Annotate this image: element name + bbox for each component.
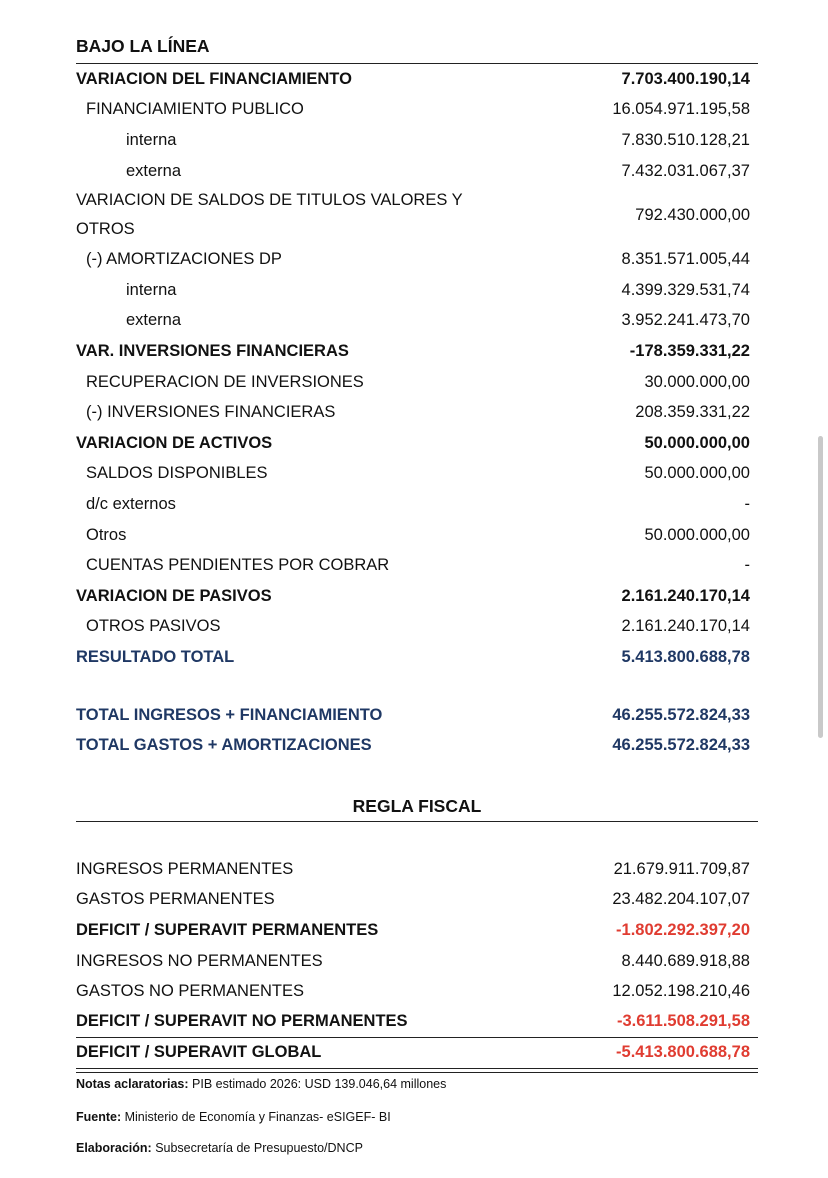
- table-row: DEFICIT / SUPERAVIT NO PERMANENTES -3.611.508.291,58: [76, 1007, 758, 1038]
- table-row: VARIACION DE PASIVOS 2.161.240.170,14: [76, 586, 750, 605]
- note-elaboracion: Elaboración: Subsecretaría de Presupuesto/DNCP: [76, 1141, 363, 1155]
- divider: [76, 821, 758, 822]
- table-row: Otros 50.000.000,00: [86, 525, 750, 544]
- table-row: VARIACION DE SALDOS DE TITULOS VALORES Y OTROS 792.430.000,00: [76, 191, 750, 239]
- table-row: FINANCIAMIENTO PUBLICO 16.054.971.195,58: [86, 100, 750, 119]
- table-row: RECUPERACION DE INVERSIONES 30.000.000,00: [86, 372, 750, 391]
- table-row: GASTOS NO PERMANENTES 12.052.198.210,46: [76, 982, 750, 1001]
- table-row: SALDOS DISPONIBLES 50.000.000,00: [86, 464, 750, 483]
- table-row: CUENTAS PENDIENTES POR COBRAR -: [86, 556, 750, 575]
- scrollbar[interactable]: [818, 436, 823, 738]
- table-row: VARIACION DE ACTIVOS 50.000.000,00: [76, 433, 750, 452]
- table-row-total-gastos: TOTAL GASTOS + AMORTIZACIONES 46.255.572.824,33: [76, 736, 750, 755]
- table-row: (-) AMORTIZACIONES DP 8.351.571.005,44: [86, 250, 750, 269]
- table-row: GASTOS PERMANENTES 23.482.204.107,07: [76, 890, 750, 909]
- table-row: DEFICIT / SUPERAVIT PERMANENTES -1.802.292.397,20: [76, 920, 750, 939]
- table-row: INGRESOS PERMANENTES 21.679.911.709,87: [76, 859, 750, 878]
- table-row: OTROS PASIVOS 2.161.240.170,14: [86, 617, 750, 636]
- table-row-resultado-total: RESULTADO TOTAL 5.413.800.688,78: [76, 647, 750, 666]
- table-row: interna 7.830.510.128,21: [126, 130, 750, 149]
- section-title-bajo-la-linea: BAJO LA LÍNEA: [76, 36, 210, 56]
- table-row: VARIACION DEL FINANCIAMIENTO 7.703.400.190,14: [76, 69, 750, 88]
- table-row: interna 4.399.329.531,74: [126, 280, 750, 299]
- double-rule-bottom: [76, 1072, 758, 1073]
- table-row: d/c externos -: [86, 494, 750, 513]
- table-row-global: DEFICIT / SUPERAVIT GLOBAL -5.413.800.688,78: [76, 1043, 750, 1062]
- table-row: VAR. INVERSIONES FINANCIERAS -178.359.331,22: [76, 341, 750, 360]
- table-row-total-ingresos: TOTAL INGRESOS + FINANCIAMIENTO 46.255.572.824,33: [76, 705, 750, 724]
- table-row: INGRESOS NO PERMANENTES 8.440.689.918,88: [76, 951, 750, 970]
- section-title-regla-fiscal: REGLA FISCAL: [352, 796, 482, 816]
- regla-table: [76, 854, 758, 1068]
- note-fuente: Fuente: Ministerio de Economía y Finanzas- eSIGEF- BI: [76, 1110, 391, 1124]
- note-notas: Notas aclaratorias: PIB estimado 2026: USD 139.046,64 millones: [76, 1077, 447, 1091]
- totals-table: [76, 700, 758, 761]
- table-row: (-) INVERSIONES FINANCIERAS 208.359.331,22: [86, 403, 750, 422]
- table-row: externa 3.952.241.473,70: [126, 311, 750, 330]
- table-row: externa 7.432.031.067,37: [126, 161, 750, 180]
- bajo-table: [76, 64, 758, 673]
- double-rule-top: [76, 1068, 758, 1069]
